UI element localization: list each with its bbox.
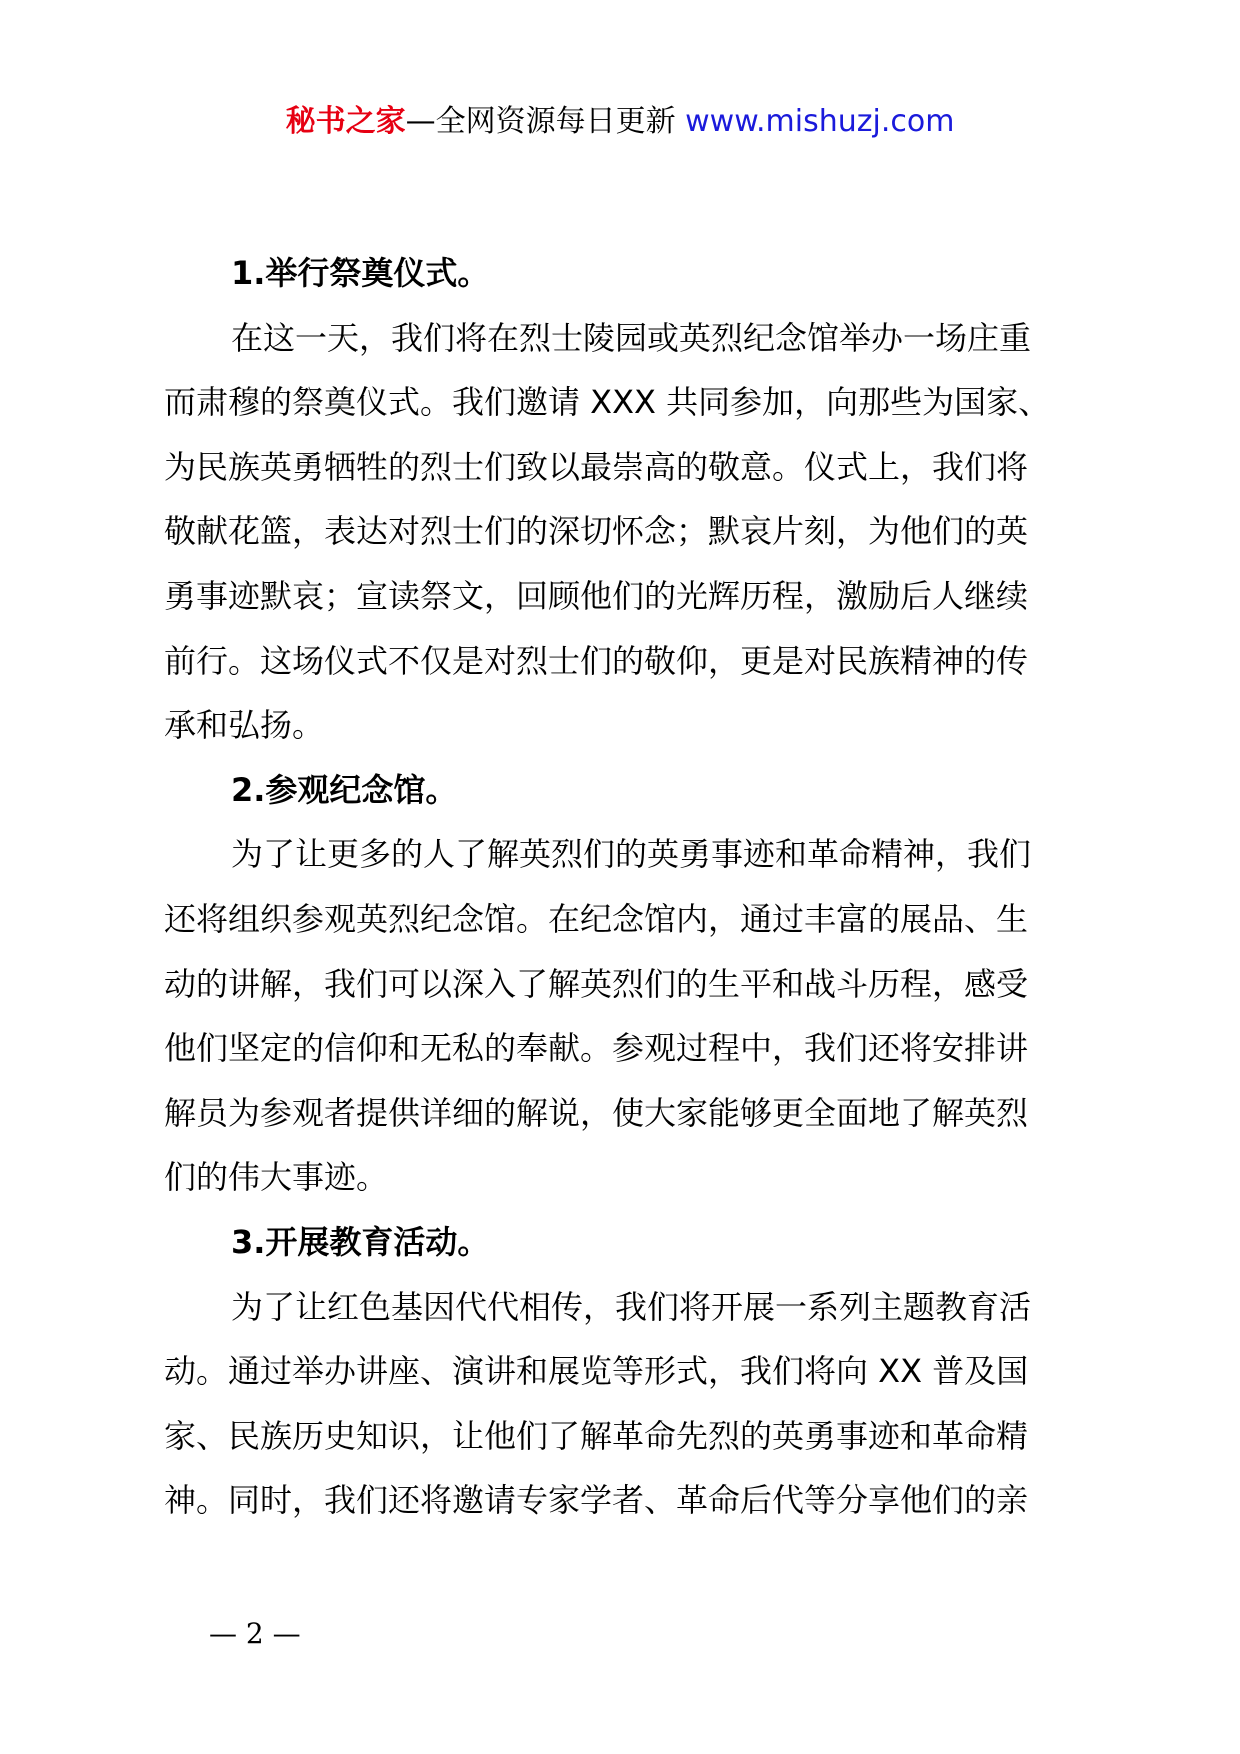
paragraph-line: 为了让更多的人了解英烈们的英勇事迹和革命精神，我们 bbox=[231, 835, 1032, 874]
paragraph-line: 勇事迹默哀；宣读祭文，回顾他们的光辉历程，激励后人继续 bbox=[164, 576, 1029, 615]
section-heading-3: 3.开展教育活动。 bbox=[231, 1222, 490, 1261]
paragraph-line: 动。通过举办讲座、演讲和展览等形式，我们将向 XX 普及国 bbox=[164, 1352, 1029, 1391]
site-url-link[interactable]: www.mishuzj.com bbox=[685, 104, 955, 139]
paragraph-line: 在这一天，我们将在烈士陵园或英烈纪念馆举办一场庄重 bbox=[231, 318, 1032, 357]
paragraph-line: 动的讲解，我们可以深入了解英烈们的生平和战斗历程，感受 bbox=[164, 964, 1029, 1003]
page-number: — 2 — bbox=[209, 1617, 301, 1650]
paragraph-line: 前行。这场仪式不仅是对烈士们的敬仰，更是对民族精神的传 bbox=[164, 641, 1029, 680]
page-header bbox=[0, 98, 1240, 146]
section-heading-1: 1.举行祭奠仪式。 bbox=[231, 254, 490, 292]
paragraph-line: 神。同时，我们还将邀请专家学者、革命后代等分享他们的亲 bbox=[164, 1481, 1029, 1520]
paragraph-line: 为了让红色基因代代相传，我们将开展一系列主题教育活 bbox=[231, 1287, 1032, 1326]
section-heading-2: 2.参观纪念馆。 bbox=[231, 770, 458, 809]
site-brand: 秘书之家 bbox=[285, 104, 406, 139]
paragraph-line: 敬献花篮，表达对烈士们的深切怀念；默哀片刻，为他们的英 bbox=[164, 512, 1029, 551]
paragraph-line: 解员为参观者提供详细的解说，使大家能够更全面地了解英烈 bbox=[164, 1093, 1029, 1132]
paragraph-line: 而肃穆的祭奠仪式。我们邀请 XXX 共同参加，向那些为国家、 bbox=[164, 383, 1051, 422]
site-tagline: —全网资源每日更新 bbox=[405, 104, 676, 139]
paragraph-line: 他们坚定的信仰和无私的奉献。参观过程中，我们还将安排讲 bbox=[164, 1029, 1029, 1068]
document-body bbox=[164, 241, 1084, 1533]
paragraph-line: 为民族英勇牺牲的烈士们致以最崇高的敬意。仪式上，我们将 bbox=[164, 447, 1029, 486]
paragraph-line: 家、民族历史知识，让他们了解革命先烈的英勇事迹和革命精 bbox=[164, 1416, 1029, 1455]
paragraph-line: 还将组织参观英烈纪念馆。在纪念馆内，通过丰富的展品、生 bbox=[164, 899, 1029, 938]
paragraph-line: 承和弘扬。 bbox=[164, 706, 325, 745]
paragraph-line: 们的伟大事迹。 bbox=[164, 1158, 389, 1197]
